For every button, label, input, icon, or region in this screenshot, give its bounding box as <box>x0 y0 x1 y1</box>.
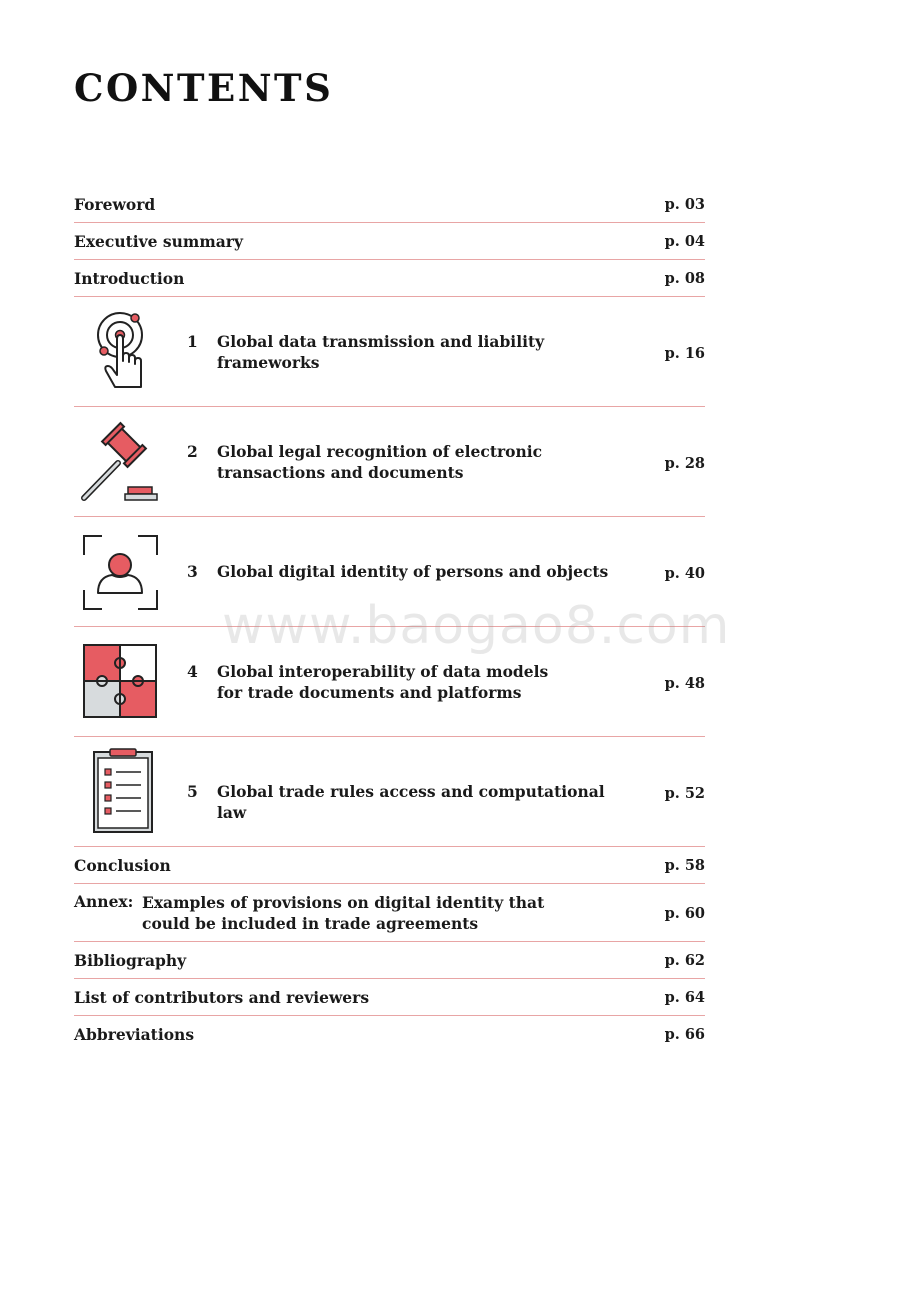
toc-label: List of contributors and reviewers <box>74 988 370 1007</box>
toc-page-number: p. 64 <box>664 989 705 1006</box>
touch-target-icon <box>74 305 166 397</box>
toc-page-number: p. 58 <box>664 857 705 874</box>
toc-page-number: p. 03 <box>664 196 705 213</box>
toc-page-number: p. 28 <box>664 455 705 472</box>
clipboard-checklist-icon <box>74 745 166 837</box>
toc-row-introduction[interactable] <box>74 260 705 297</box>
chapter-number: 5 <box>187 782 198 801</box>
puzzle-icon <box>74 635 166 727</box>
toc-row-executive-summary[interactable] <box>74 223 705 260</box>
toc-page-number: p. 52 <box>664 785 705 802</box>
chapter-title: Global data transmission and liability frameworks <box>217 332 545 372</box>
toc-page-number: p. 48 <box>664 675 705 692</box>
gavel-icon <box>74 415 166 507</box>
toc-page-number: p. 40 <box>664 565 705 582</box>
chapter-title: Global trade rules access and computational law <box>217 782 605 822</box>
page-title: CONTENTS <box>74 66 334 110</box>
toc-page-number: p. 60 <box>664 905 705 922</box>
annex-title: Examples of provisions on digital identity that could be included in trade agreements <box>142 893 545 933</box>
toc-page-number: p. 66 <box>664 1026 705 1043</box>
toc-label: Foreword <box>74 195 156 214</box>
toc-label: Conclusion <box>74 856 171 875</box>
toc-page-number: p. 08 <box>664 270 705 287</box>
toc-page-number: p. 04 <box>664 233 705 250</box>
toc-page-number: p. 62 <box>664 952 705 969</box>
toc-row-chapter-1[interactable] <box>74 297 705 407</box>
toc-page-number: p. 16 <box>664 345 705 362</box>
watermark: www.baogao8.com <box>222 596 731 656</box>
annex-prefix: Annex: <box>74 892 134 911</box>
toc-row-abbreviations[interactable] <box>74 1016 705 1052</box>
chapter-title: Global interoperability of data models for trade documents and platforms <box>217 662 549 702</box>
toc-row-bibliography[interactable] <box>74 942 705 979</box>
chapter-number: 3 <box>187 562 198 581</box>
chapter-number: 1 <box>187 332 198 351</box>
toc-row-contributors[interactable] <box>74 979 705 1016</box>
chapter-title: Global digital identity of persons and objects <box>217 562 609 581</box>
toc-row-conclusion[interactable] <box>74 847 705 884</box>
toc-row-annex[interactable] <box>74 884 705 942</box>
toc-label: Introduction <box>74 269 185 288</box>
toc-row-chapter-5[interactable] <box>74 737 705 847</box>
toc-label: Bibliography <box>74 951 187 970</box>
chapter-title: Global legal recognition of electronic transactions and documents <box>217 442 543 482</box>
toc-label: Abbreviations <box>74 1025 195 1044</box>
person-scan-icon <box>74 525 166 617</box>
toc-label: Executive summary <box>74 232 243 251</box>
chapter-number: 2 <box>187 442 198 461</box>
toc-row-foreword[interactable] <box>74 186 705 223</box>
toc-row-chapter-2[interactable] <box>74 407 705 517</box>
chapter-number: 4 <box>187 662 198 681</box>
